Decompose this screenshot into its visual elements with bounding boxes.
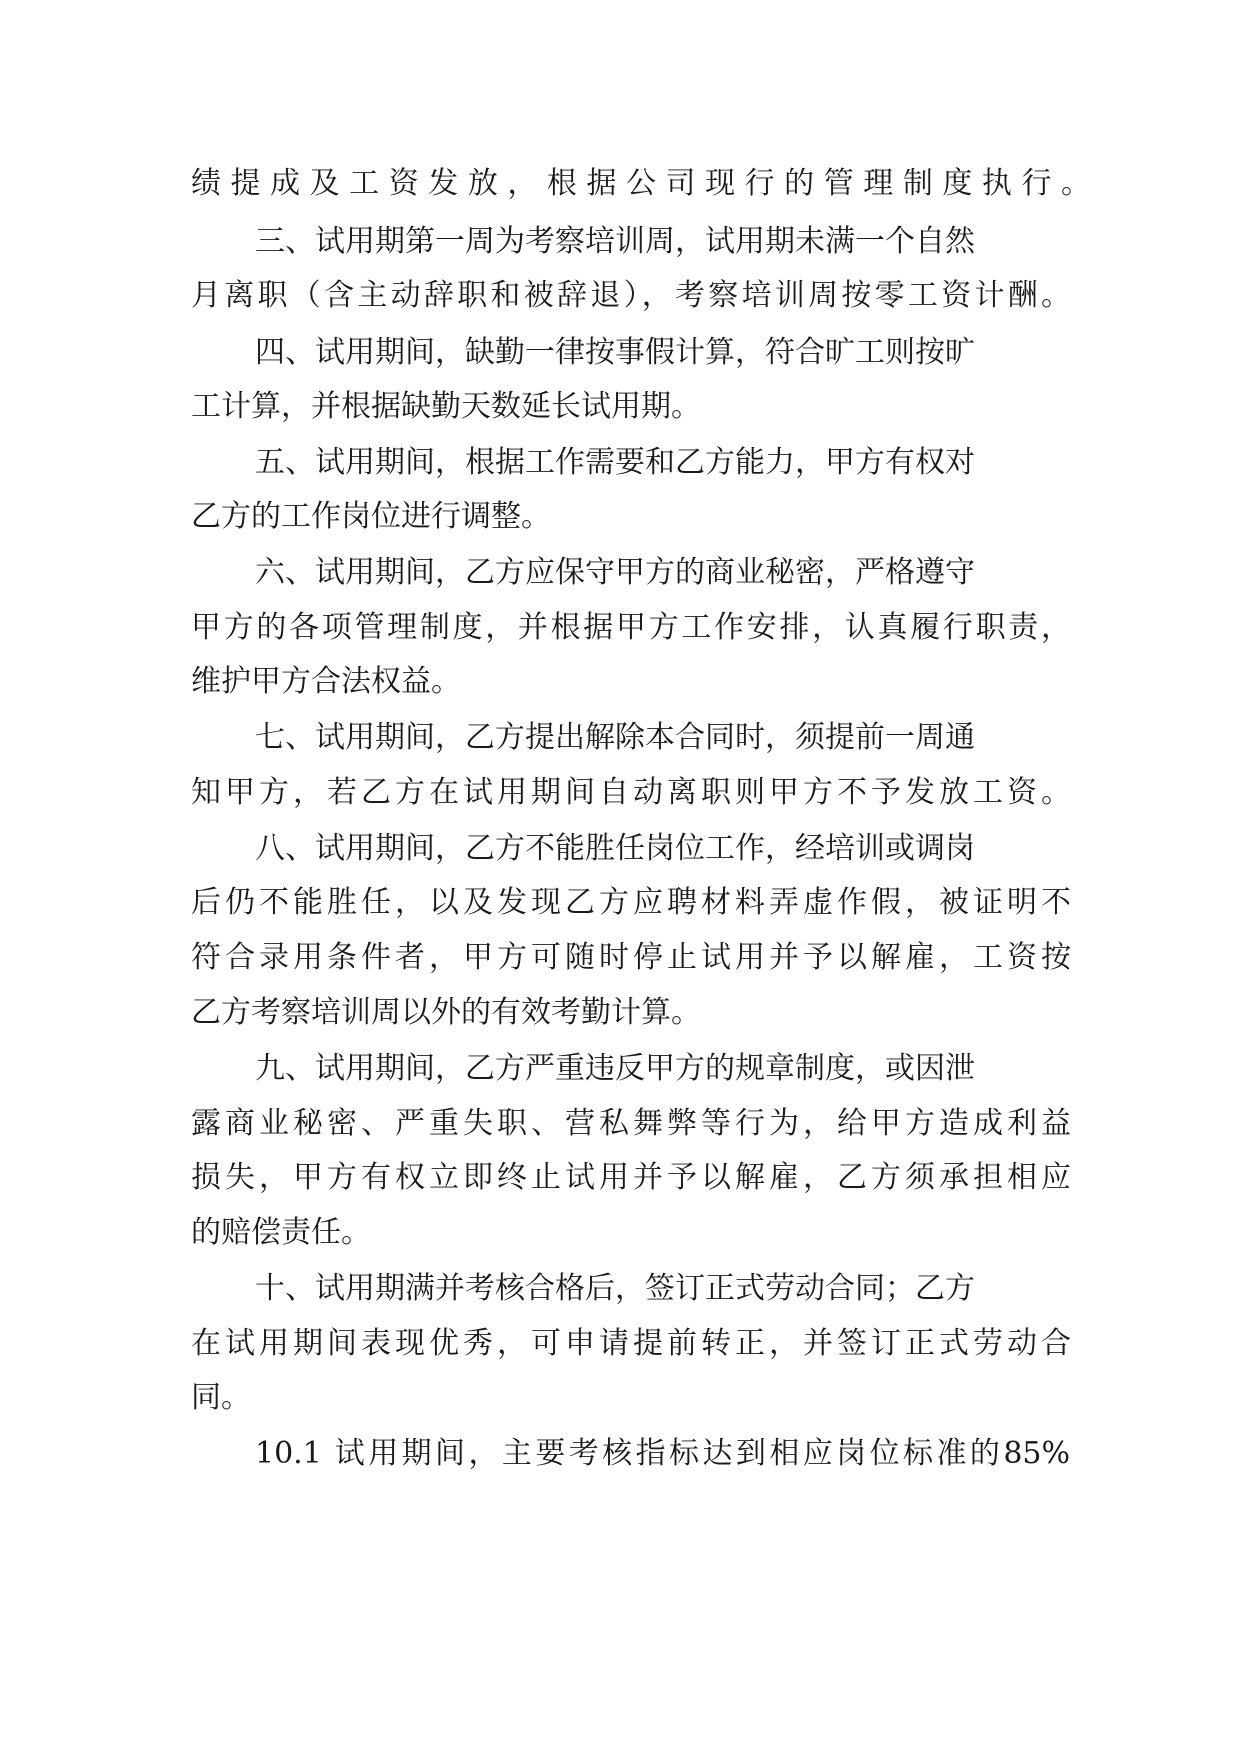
text-line-16: 乙方考察培训周以外的有效考勤计算。 <box>191 995 701 1030</box>
text-line-9: 甲方的各项管理制度，并根据甲方工作安排，认真履行职责， <box>191 610 1071 645</box>
text-line-5: 工计算，并根据缺勤天数延长试用期。 <box>191 389 701 424</box>
text-line-19: 损失，甲方有权立即终止试用并予以解雇，乙方须承担相应 <box>191 1160 1071 1195</box>
text-line-2: 三、试用期第一周为考察培训周，试用期未满一个自然 <box>255 224 975 259</box>
text-line-7: 乙方的工作岗位进行调整。 <box>191 499 551 534</box>
text-line-20: 的赔偿责任。 <box>191 1215 371 1250</box>
text-line-15: 符合录用条件者，甲方可随时停止试用并予以解雇，工资按 <box>191 940 1071 975</box>
text-line-22: 在试用期间表现优秀，可申请提前转正，并签订正式劳动合 <box>191 1326 1071 1361</box>
text-line-8: 六、试用期间，乙方应保守甲方的商业秘密，严格遵守 <box>255 555 975 590</box>
text-line-11: 七、试用期间，乙方提出解除本合同时，须提前一周通 <box>255 720 975 755</box>
text-line-10: 维护甲方合法权益。 <box>191 664 461 699</box>
text-line-24: 10.1 试用期间，主要考核指标达到相应岗位标准的85% <box>255 1436 1070 1471</box>
text-line-14: 后仍不能胜任，以及发现乙方应聘材料弄虚作假，被证明不 <box>191 885 1071 920</box>
text-line-6: 五、试用期间，根据工作需要和乙方能力，甲方有权对 <box>255 445 975 480</box>
text-line-1: 绩提成及工资发放，根据公司现行的管理制度执行。 <box>191 166 1091 201</box>
text-line-12: 知甲方，若乙方在试用期间自动离职则甲方不予发放工资。 <box>191 775 1071 810</box>
text-line-23: 同。 <box>191 1380 251 1415</box>
text-line-3: 月离职（含主动辞职和被辞退），考察培训周按零工资计酬。 <box>191 278 1071 313</box>
text-line-4: 四、试用期间，缺勤一律按事假计算，符合旷工则按旷 <box>255 335 975 370</box>
text-line-13: 八、试用期间，乙方不能胜任岗位工作，经培训或调岗 <box>255 831 975 866</box>
text-line-21: 十、试用期满并考核合格后，签订正式劳动合同；乙方 <box>255 1271 975 1306</box>
text-line-18: 露商业秘密、严重失职、营私舞弊等行为，给甲方造成利益 <box>191 1106 1071 1141</box>
text-line-17: 九、试用期间，乙方严重违反甲方的规章制度，或因泄 <box>255 1051 975 1086</box>
